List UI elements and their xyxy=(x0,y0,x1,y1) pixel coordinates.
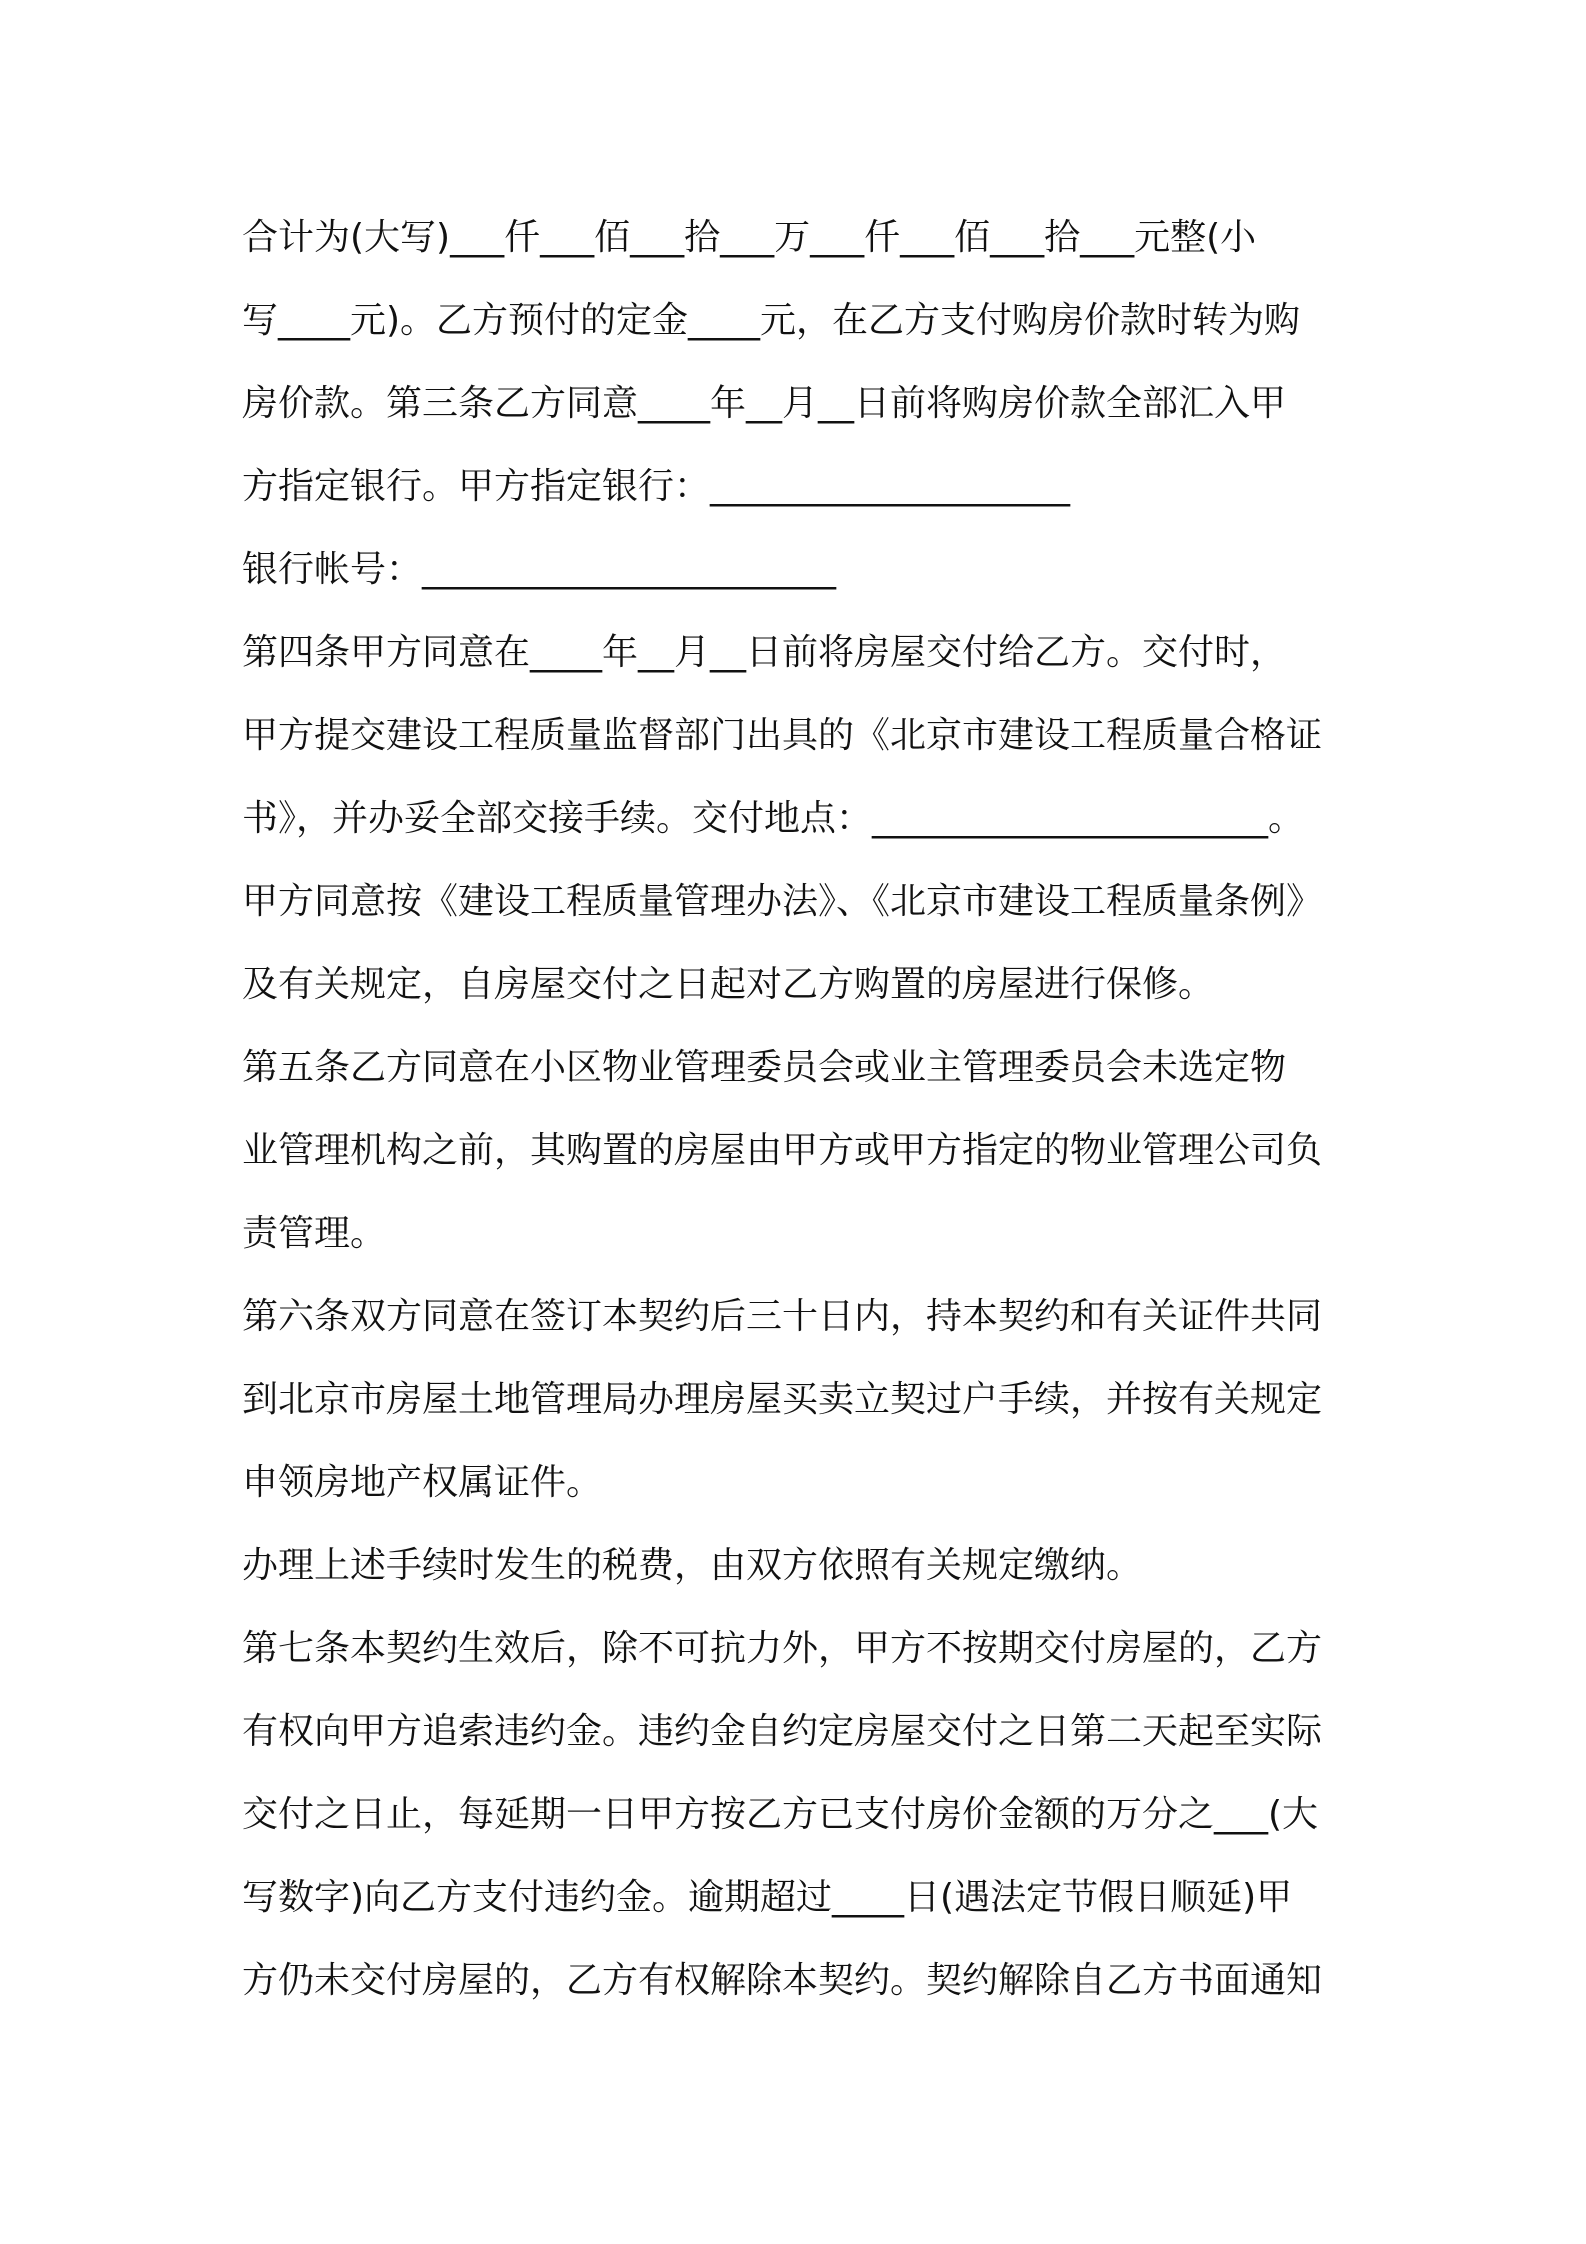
text-line: 写____元)。乙方预付的定金____元，在乙方支付购房价款时转为购 xyxy=(242,300,1301,341)
text-line: 到北京市房屋土地管理局办理房屋买卖立契过户手续，并按有关规定 xyxy=(242,1379,1323,1420)
text-line: 第六条双方同意在签订本契约后三十日内，持本契约和有关证件共同 xyxy=(242,1296,1323,1337)
text-line: 第五条乙方同意在小区物业管理委员会或业主管理委员会未选定物 xyxy=(242,1047,1287,1088)
text-line: 甲方提交建设工程质量监督部门出具的《北京市建设工程质量合格证 xyxy=(242,715,1323,756)
text-line: 房价款。第三条乙方同意____年__月__日前将购房价款全部汇入甲 xyxy=(242,383,1287,424)
text-line: 第四条甲方同意在____年__月__日前将房屋交付给乙方。交付时， xyxy=(242,632,1287,673)
text-line: 银行帐号：_______________________ xyxy=(242,549,837,590)
text-line: 甲方同意按《建设工程质量管理办法》、《北京市建设工程质量条例》 xyxy=(242,881,1323,922)
text-line: 方指定银行。甲方指定银行：____________________ xyxy=(242,466,1071,507)
text-line: 及有关规定，自房屋交付之日起对乙方购置的房屋进行保修。 xyxy=(242,964,1215,1005)
text-line: 业管理机构之前，其购置的房屋由甲方或甲方指定的物业管理公司负 xyxy=(242,1130,1323,1171)
text-line: 书》，并办妥全部交接手续。交付地点：______________________。 xyxy=(242,798,1305,839)
text-line: 有权向甲方追索违约金。违约金自约定房屋交付之日第二天起至实际 xyxy=(242,1711,1323,1752)
text-line: 申领房地产权属证件。 xyxy=(242,1462,603,1503)
text-line: 责管理。 xyxy=(242,1213,387,1254)
text-line: 第七条本契约生效后，除不可抗力外，甲方不按期交付房屋的，乙方 xyxy=(242,1628,1323,1669)
text-line: 合计为(大写)___仟___佰___拾___万___仟___佰___拾___元整(小 xyxy=(242,217,1257,258)
text-line: 写数字)向乙方支付违约金。逾期超过____日(遇法定节假日顺延)甲 xyxy=(242,1877,1293,1918)
text-line: 办理上述手续时发生的税费，由双方依照有关规定缴纳。 xyxy=(242,1545,1143,1586)
contract-text xyxy=(242,196,1360,2022)
text-line: 方仍未交付房屋的，乙方有权解除本契约。契约解除自乙方书面通知 xyxy=(242,1960,1323,2001)
text-line: 交付之日止，每延期一日甲方按乙方已支付房价金额的万分之___(大 xyxy=(242,1794,1319,1835)
